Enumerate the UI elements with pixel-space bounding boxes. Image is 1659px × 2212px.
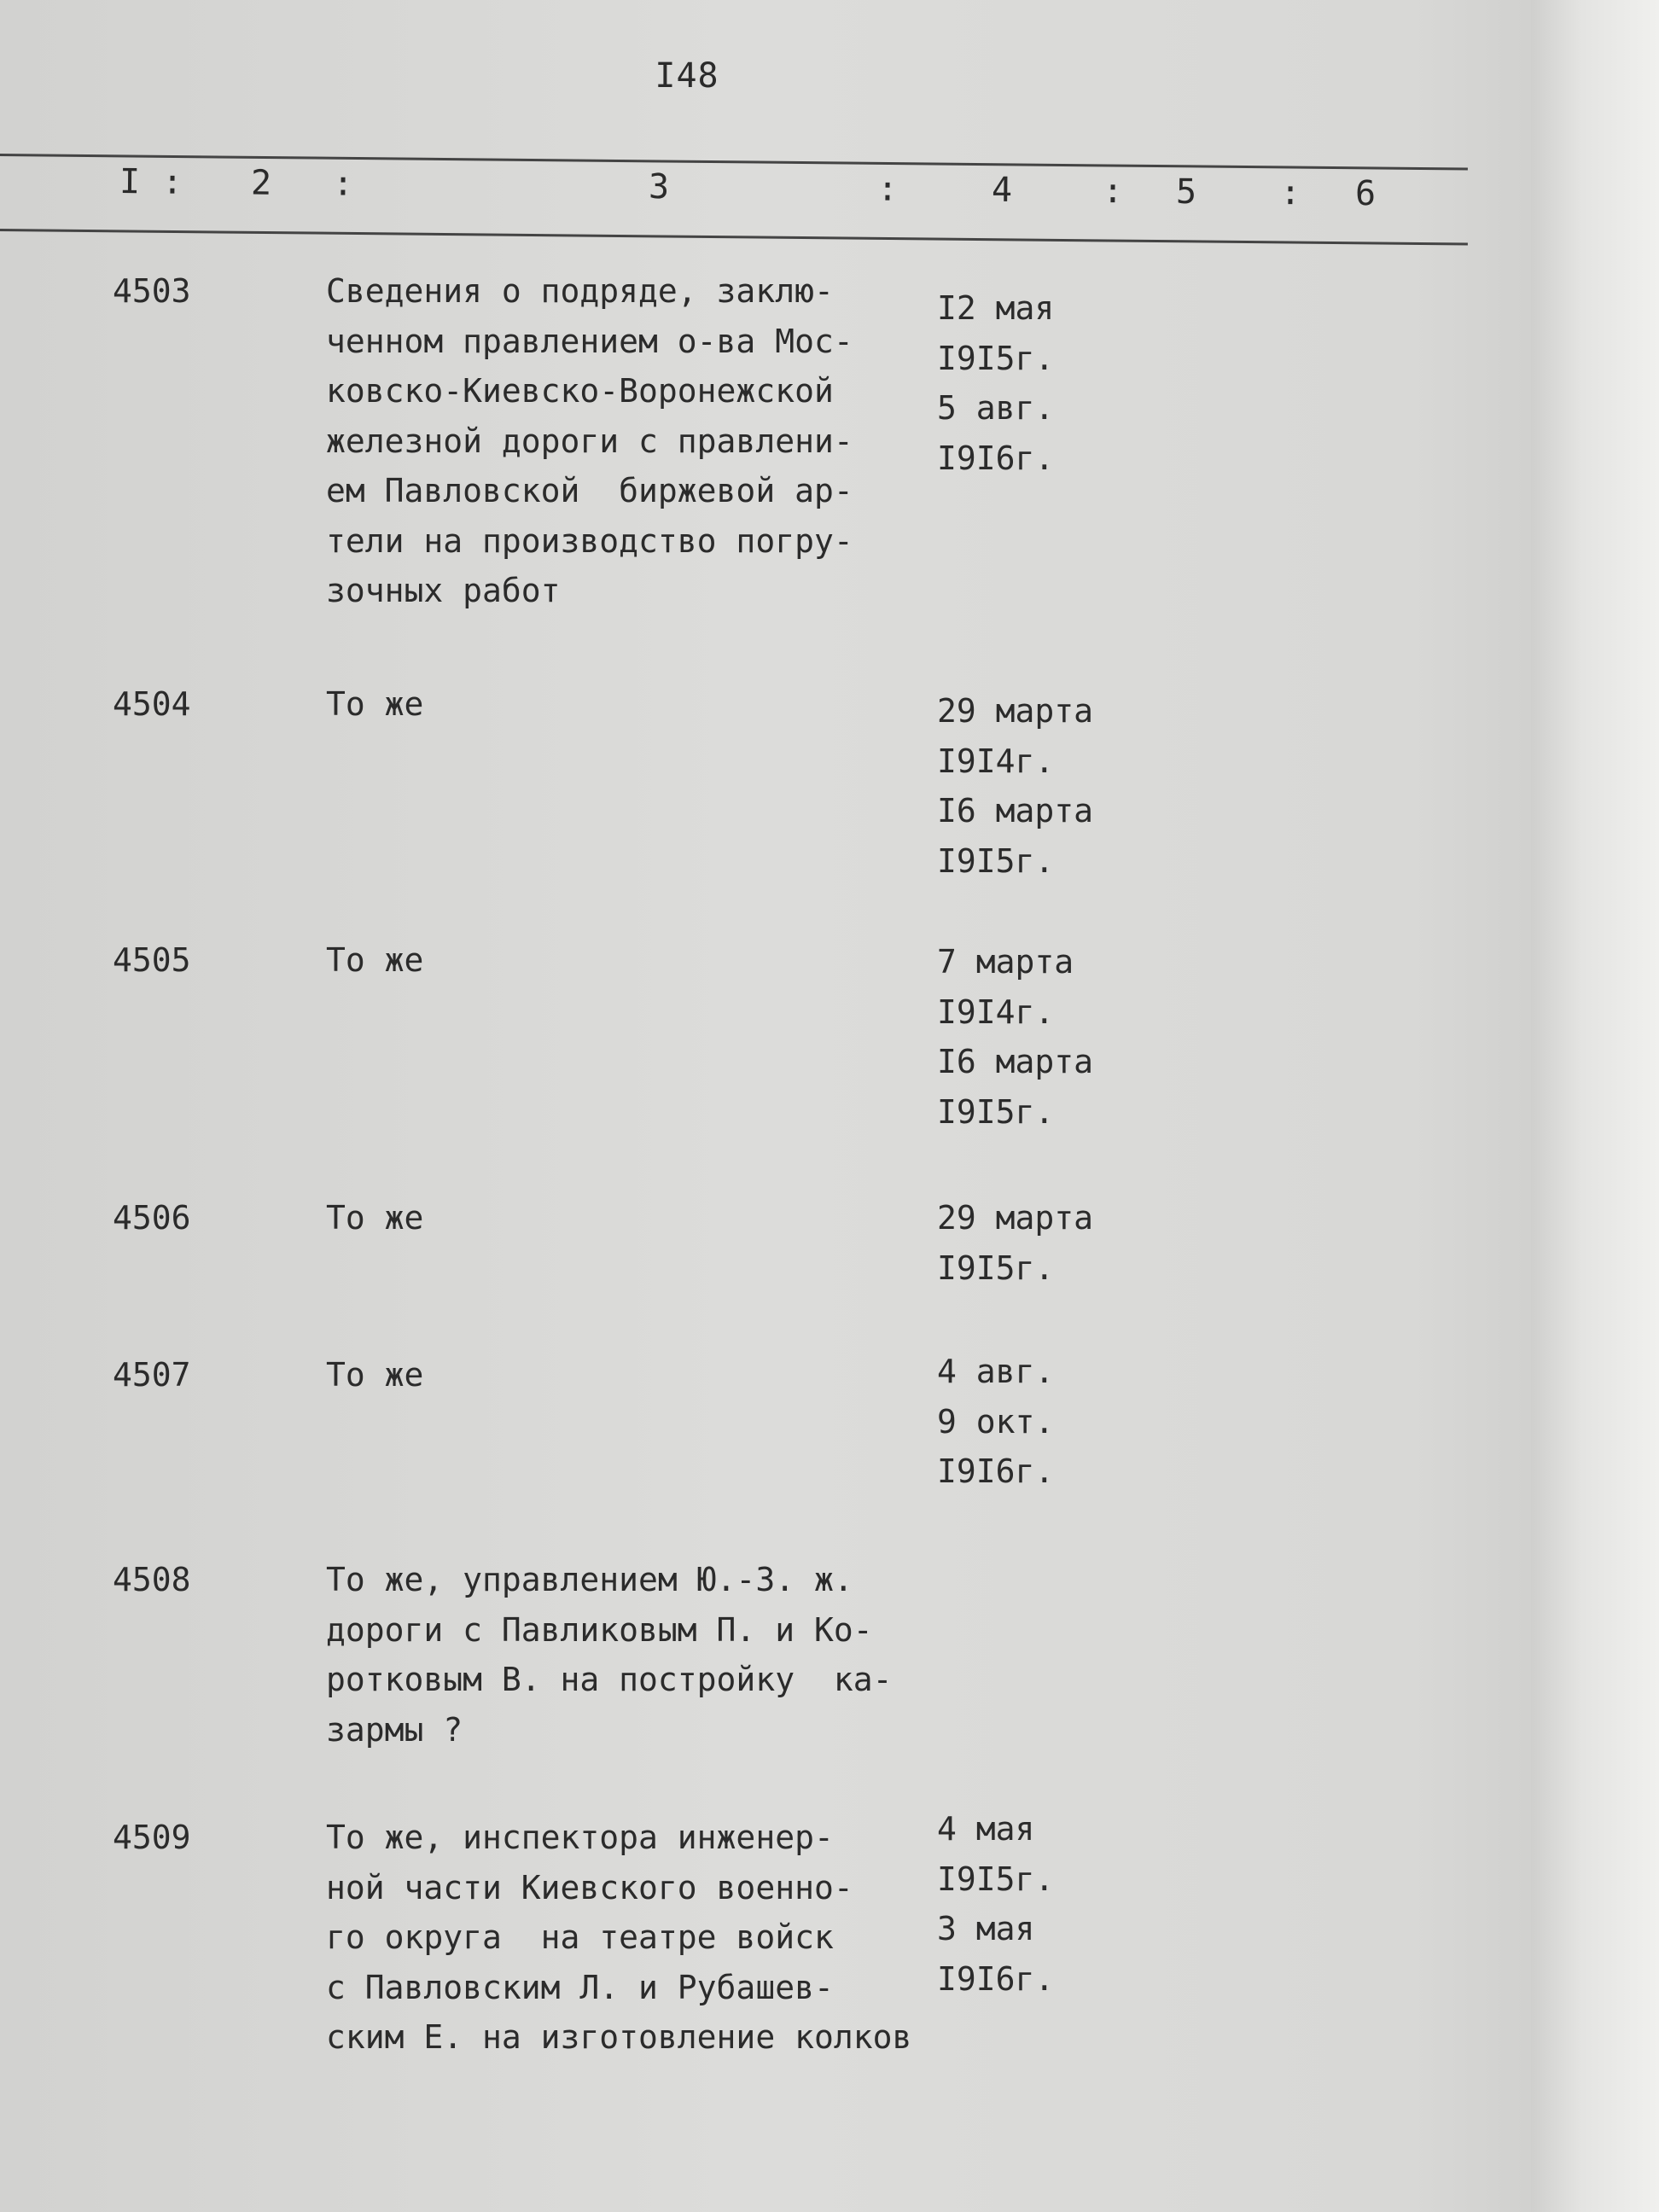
page-number: I48 (655, 56, 719, 96)
record-title: То же, управлением Ю.-З. ж. дороги с Павликовым П. и Ко- ротковым В. на постройку ка- зармы ? (326, 1561, 893, 1749)
column-2-label: 2 (250, 163, 272, 203)
record-title: То же, инспектора инженер- ной части Киевского военно- го округа на театре войск с Павловским Л. и Рубашев- ским Е. на изготовление колков (326, 1819, 912, 2056)
column-3-label: 3 (648, 166, 670, 207)
record-dates: 4 мая I9I5г. 3 мая I9I6г. (937, 1810, 1055, 1998)
record-number: 4503 (113, 272, 191, 310)
column-separator: : (1279, 173, 1301, 213)
record-number: 4507 (113, 1356, 191, 1394)
column-5-label: 5 (1175, 172, 1197, 212)
page-edge (1531, 0, 1659, 2212)
column-4-label: 4 (991, 170, 1013, 211)
record-number: 4509 (113, 1819, 191, 1856)
record-dates: 29 марта I9I5г. (937, 1199, 1094, 1287)
record-title: То же (326, 1356, 424, 1394)
header-bottom-rule (0, 229, 1468, 246)
column-separator: : (161, 162, 183, 202)
column-separator: : (876, 169, 899, 209)
column-header (119, 155, 1400, 229)
column-separator: : (1102, 172, 1124, 212)
column-6-label: 6 (1354, 173, 1377, 214)
record-title: То же (326, 941, 424, 979)
column-1-label: I (119, 162, 141, 202)
column-separator: : (332, 164, 354, 204)
record-number: 4504 (113, 685, 191, 723)
record-number: 4508 (113, 1561, 191, 1598)
record-number: 4506 (113, 1199, 191, 1237)
record-title: Сведения о подряде, заклю- ченном правлением о-ва Мос- ковско-Киевско-Воронежской железной дороги с правлени- ем Павловской биржевой ар- тели на производство погру- зочных работ (326, 272, 853, 609)
record-dates: 7 марта I9I4г. I6 марта I9I5г. (937, 943, 1094, 1131)
record-dates: 29 марта I9I4г. I6 марта I9I5г. (937, 692, 1094, 880)
record-dates: 4 авг. 9 окт. I9I6г. (937, 1353, 1055, 1490)
record-title: То же (326, 685, 424, 723)
record-dates: I2 мая I9I5г. 5 авг. I9I6г. (937, 289, 1055, 477)
record-number: 4505 (113, 941, 191, 979)
record-title: То же (326, 1199, 424, 1237)
